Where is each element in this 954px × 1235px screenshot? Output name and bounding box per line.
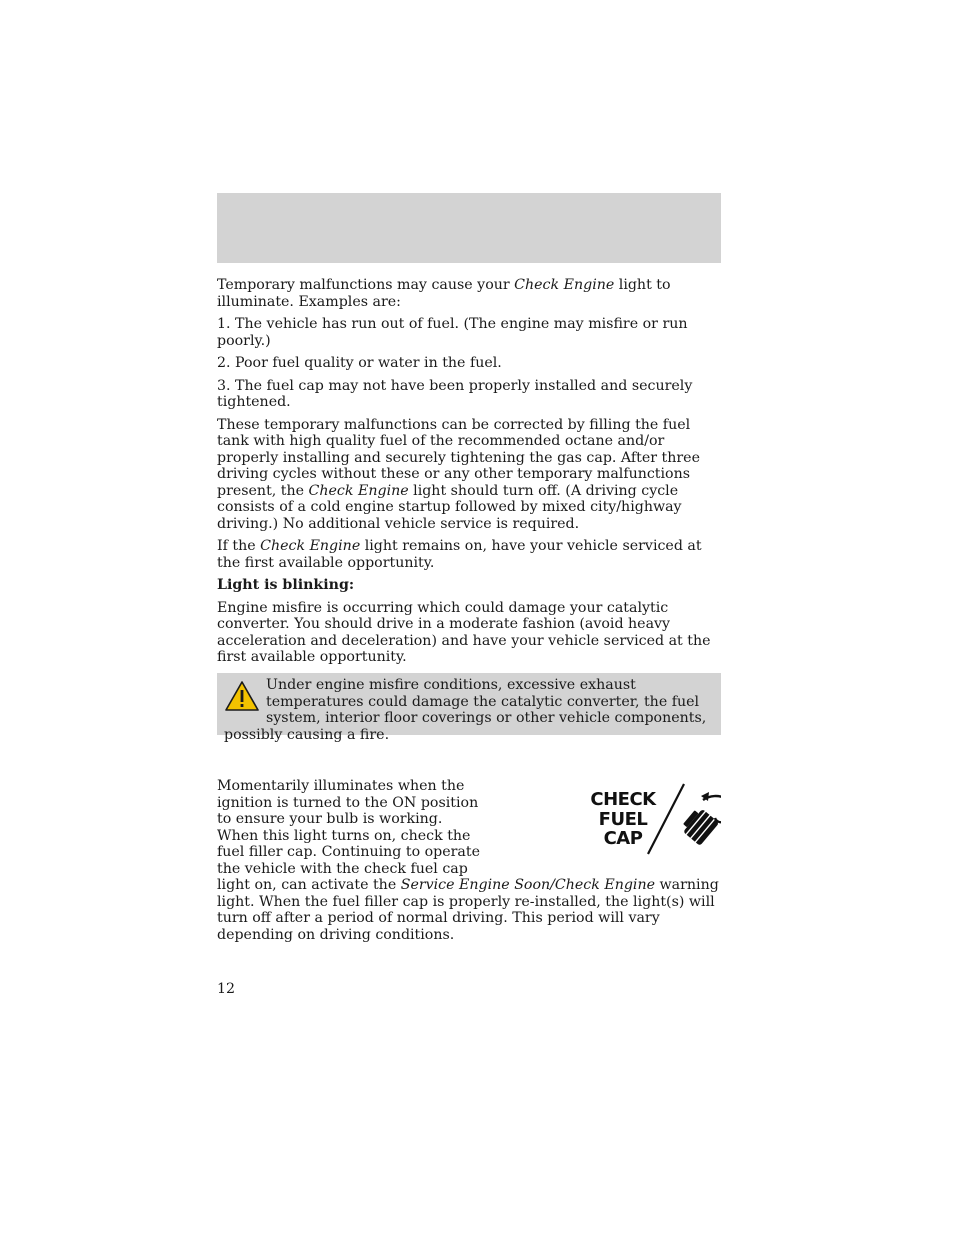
- check-fuel-cap-graphic: [491, 778, 721, 868]
- intro-paragraph: Temporary malfunctions may cause your Check Engine light to illuminate. Examples are:: [217, 277, 671, 310]
- remains-on-paragraph: If the Check Engine light remains on, have your vehicle serviced at the first available opportunity.: [217, 538, 702, 571]
- main-content: [217, 277, 721, 672]
- correction-paragraph: These temporary malfunctions can be corrected by filling the fuel tank with high quality fuel of the recommended octane and/or properly installing and securely tightening the gas cap. After three driving cycles without these or any other temporary malfunctions present, the Check Engine light should turn off. (A driving cycle consists of a cold engine startup followed by mixed city/highway driving.) No additional vehicle service is required.: [217, 416, 700, 532]
- warning-text: Under engine misfire conditions, excessive exhaust temperatures could damage the catalytic converter, the fuel system, interior floor coverings or other vehicle components, possibly causing a fire.: [224, 677, 707, 743]
- example-item: 3. The fuel cap may not have been properly installed and securely tightened.: [217, 377, 693, 410]
- example-item: 1. The vehicle has run out of fuel. (The engine may misfire or run poorly.): [217, 316, 688, 349]
- blinking-paragraph: Engine misfire is occurring which could damage your catalytic converter. You should drive in a moderate fashion (avoid heavy acceleration and deceleration) and have your vehicle serviced at the first available opportunity.: [217, 599, 711, 665]
- fuel-cap-italic: Service Engine Soon/Check Engine: [400, 877, 656, 893]
- warning-triangle-icon: [224, 679, 260, 713]
- fuel-cap-text-a: Momentarily illuminates when the ignition is turned to the ON position to ensure your bulb is working. When this light turns on, check the fuel filler cap. Continuing to operate the vehicle with the check fuel cap light on, can activate the: [217, 778, 480, 893]
- fuel-cap-icon: [491, 778, 721, 868]
- fuel-cap-text-b: warning light. When the fuel filler cap is properly re-installed, the light(s) will turn off after a period of normal driving. This period will vary depending on driving conditions.: [217, 877, 719, 943]
- check-fuel-cap-label: CHECK FUEL CAP: [590, 789, 656, 849]
- warning-box: [217, 673, 721, 743]
- blinking-heading: Light is blinking:: [217, 577, 355, 593]
- check-fuel-cap-section: [217, 778, 721, 943]
- example-item: 2. Poor fuel quality or water in the fuel.: [217, 355, 502, 371]
- section-header-band: [217, 193, 721, 263]
- page-number: 12: [217, 981, 236, 997]
